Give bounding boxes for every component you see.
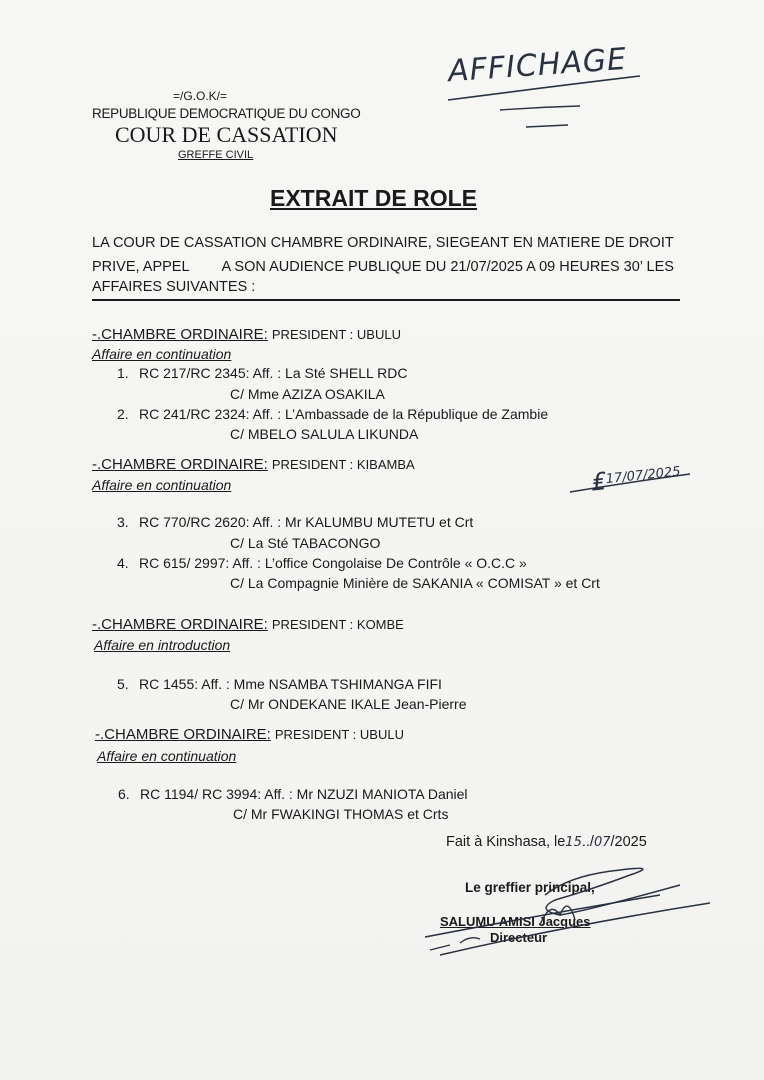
- intro-line-2b: A SON AUDIENCE PUBLIQUE DU 21/07/2025 A 09 HEURES 30’ LES: [221, 259, 674, 275]
- case-item-1-contra: C/ Mme AZIZA OSAKILA: [230, 386, 385, 402]
- intro-divider: [92, 299, 680, 301]
- court-name: COUR DE CASSATION: [115, 122, 338, 147]
- section-3-type: Affaire en introduction: [94, 637, 231, 653]
- intro-line-3: AFFAIRES SUIVANTES :: [92, 279, 256, 295]
- signature: [420, 855, 720, 975]
- section-2-president: PRESIDENT : KIBAMBA: [271, 457, 415, 472]
- section-4-header: [95, 726, 404, 743]
- office-name: GREFFE CIVIL: [178, 149, 254, 161]
- place-date: Fait à Kinshasa, le15../07/2025: [446, 834, 647, 850]
- case-item-4-contra: C/ La Compagnie Minière de SAKANIA « COMISAT » et Crt: [230, 575, 600, 591]
- handwritten-affichage: AFFICHAGE: [446, 41, 629, 90]
- signatory-name: SALUMU AMISI Jacques: [440, 914, 591, 929]
- case-item-4: 4. RC 615/ 2997: Aff. : L’office Congolaise De Contrôle « O.C.C »: [117, 555, 527, 571]
- section-1-president: PRESIDENT : UBULU: [271, 327, 401, 342]
- document-title: EXTRAIT DE ROLE: [270, 185, 478, 211]
- case-item-3-contra: C/ La Sté TABACONGO: [230, 535, 381, 551]
- initials-stroke: [560, 470, 700, 500]
- place-date-prefix: Fait à Kinshasa, le: [446, 834, 566, 850]
- intro-line-2a: PRIVE, APPEL: [92, 259, 190, 275]
- section-3-chambre: -.CHAMBRE ORDINAIRE:: [92, 616, 268, 633]
- section-1-type: Affaire en continuation: [92, 346, 232, 362]
- section-2-header: [92, 456, 415, 473]
- case-item-1: 1. RC 217/RC 2345: Aff. : La Sté SHELL RDC: [117, 365, 408, 381]
- country-name: REPUBLIQUE DEMOCRATIQUE DU CONGO: [92, 106, 361, 121]
- section-2-chambre: -.CHAMBRE ORDINAIRE:: [92, 456, 268, 473]
- date-month: 07: [593, 835, 611, 850]
- case-item-2: 2. RC 241/RC 2324: Aff. : L’Ambassade de la République de Zambie: [117, 406, 549, 422]
- date-year: /2025: [610, 834, 647, 850]
- case-item-5-contra: C/ Mr ONDEKANE IKALE Jean-Pierre: [230, 696, 467, 712]
- section-2-type: Affaire en continuation: [92, 477, 232, 493]
- signatory-role: Le greffier principal,: [465, 880, 595, 895]
- section-4-type: Affaire en continuation: [97, 748, 237, 764]
- intro-line-2: [92, 259, 674, 275]
- case-item-3: 3. RC 770/RC 2620: Aff. : Mr KALUMBU MUTETU et Crt: [117, 514, 474, 530]
- handwritten-underlines: [440, 70, 660, 140]
- case-item-6-contra: C/ Mr FWAKINGI THOMAS et Crts: [233, 806, 449, 822]
- case-item-5: 5. RC 1455: Aff. : Mme NSAMBA TSHIMANGA FIFI: [117, 676, 442, 692]
- handwritten-initials-date: ₤17/07/2025: [589, 464, 682, 497]
- section-4-chambre: -.CHAMBRE ORDINAIRE:: [95, 726, 271, 743]
- section-1-chambre: -.CHAMBRE ORDINAIRE:: [92, 326, 268, 343]
- case-item-6: 6. RC 1194/ RC 3994: Aff. : Mr NZUZI MANIOTA Daniel: [118, 786, 468, 802]
- gok-line: =/G.O.K/=: [173, 89, 228, 103]
- case-item-2-contra: C/ MBELO SALULA LIKUNDA: [230, 426, 419, 442]
- section-3-president: PRESIDENT : KOMBE: [271, 617, 404, 632]
- section-1-header: [92, 326, 401, 343]
- intro-line-1: LA COUR DE CASSATION CHAMBRE ORDINAIRE, SIEGEANT EN MATIERE DE DROIT: [92, 235, 674, 251]
- signatory-title: Directeur: [490, 930, 548, 945]
- section-3-header: [92, 616, 404, 633]
- date-day: 15: [565, 835, 582, 850]
- section-4-president: PRESIDENT : UBULU: [274, 727, 404, 742]
